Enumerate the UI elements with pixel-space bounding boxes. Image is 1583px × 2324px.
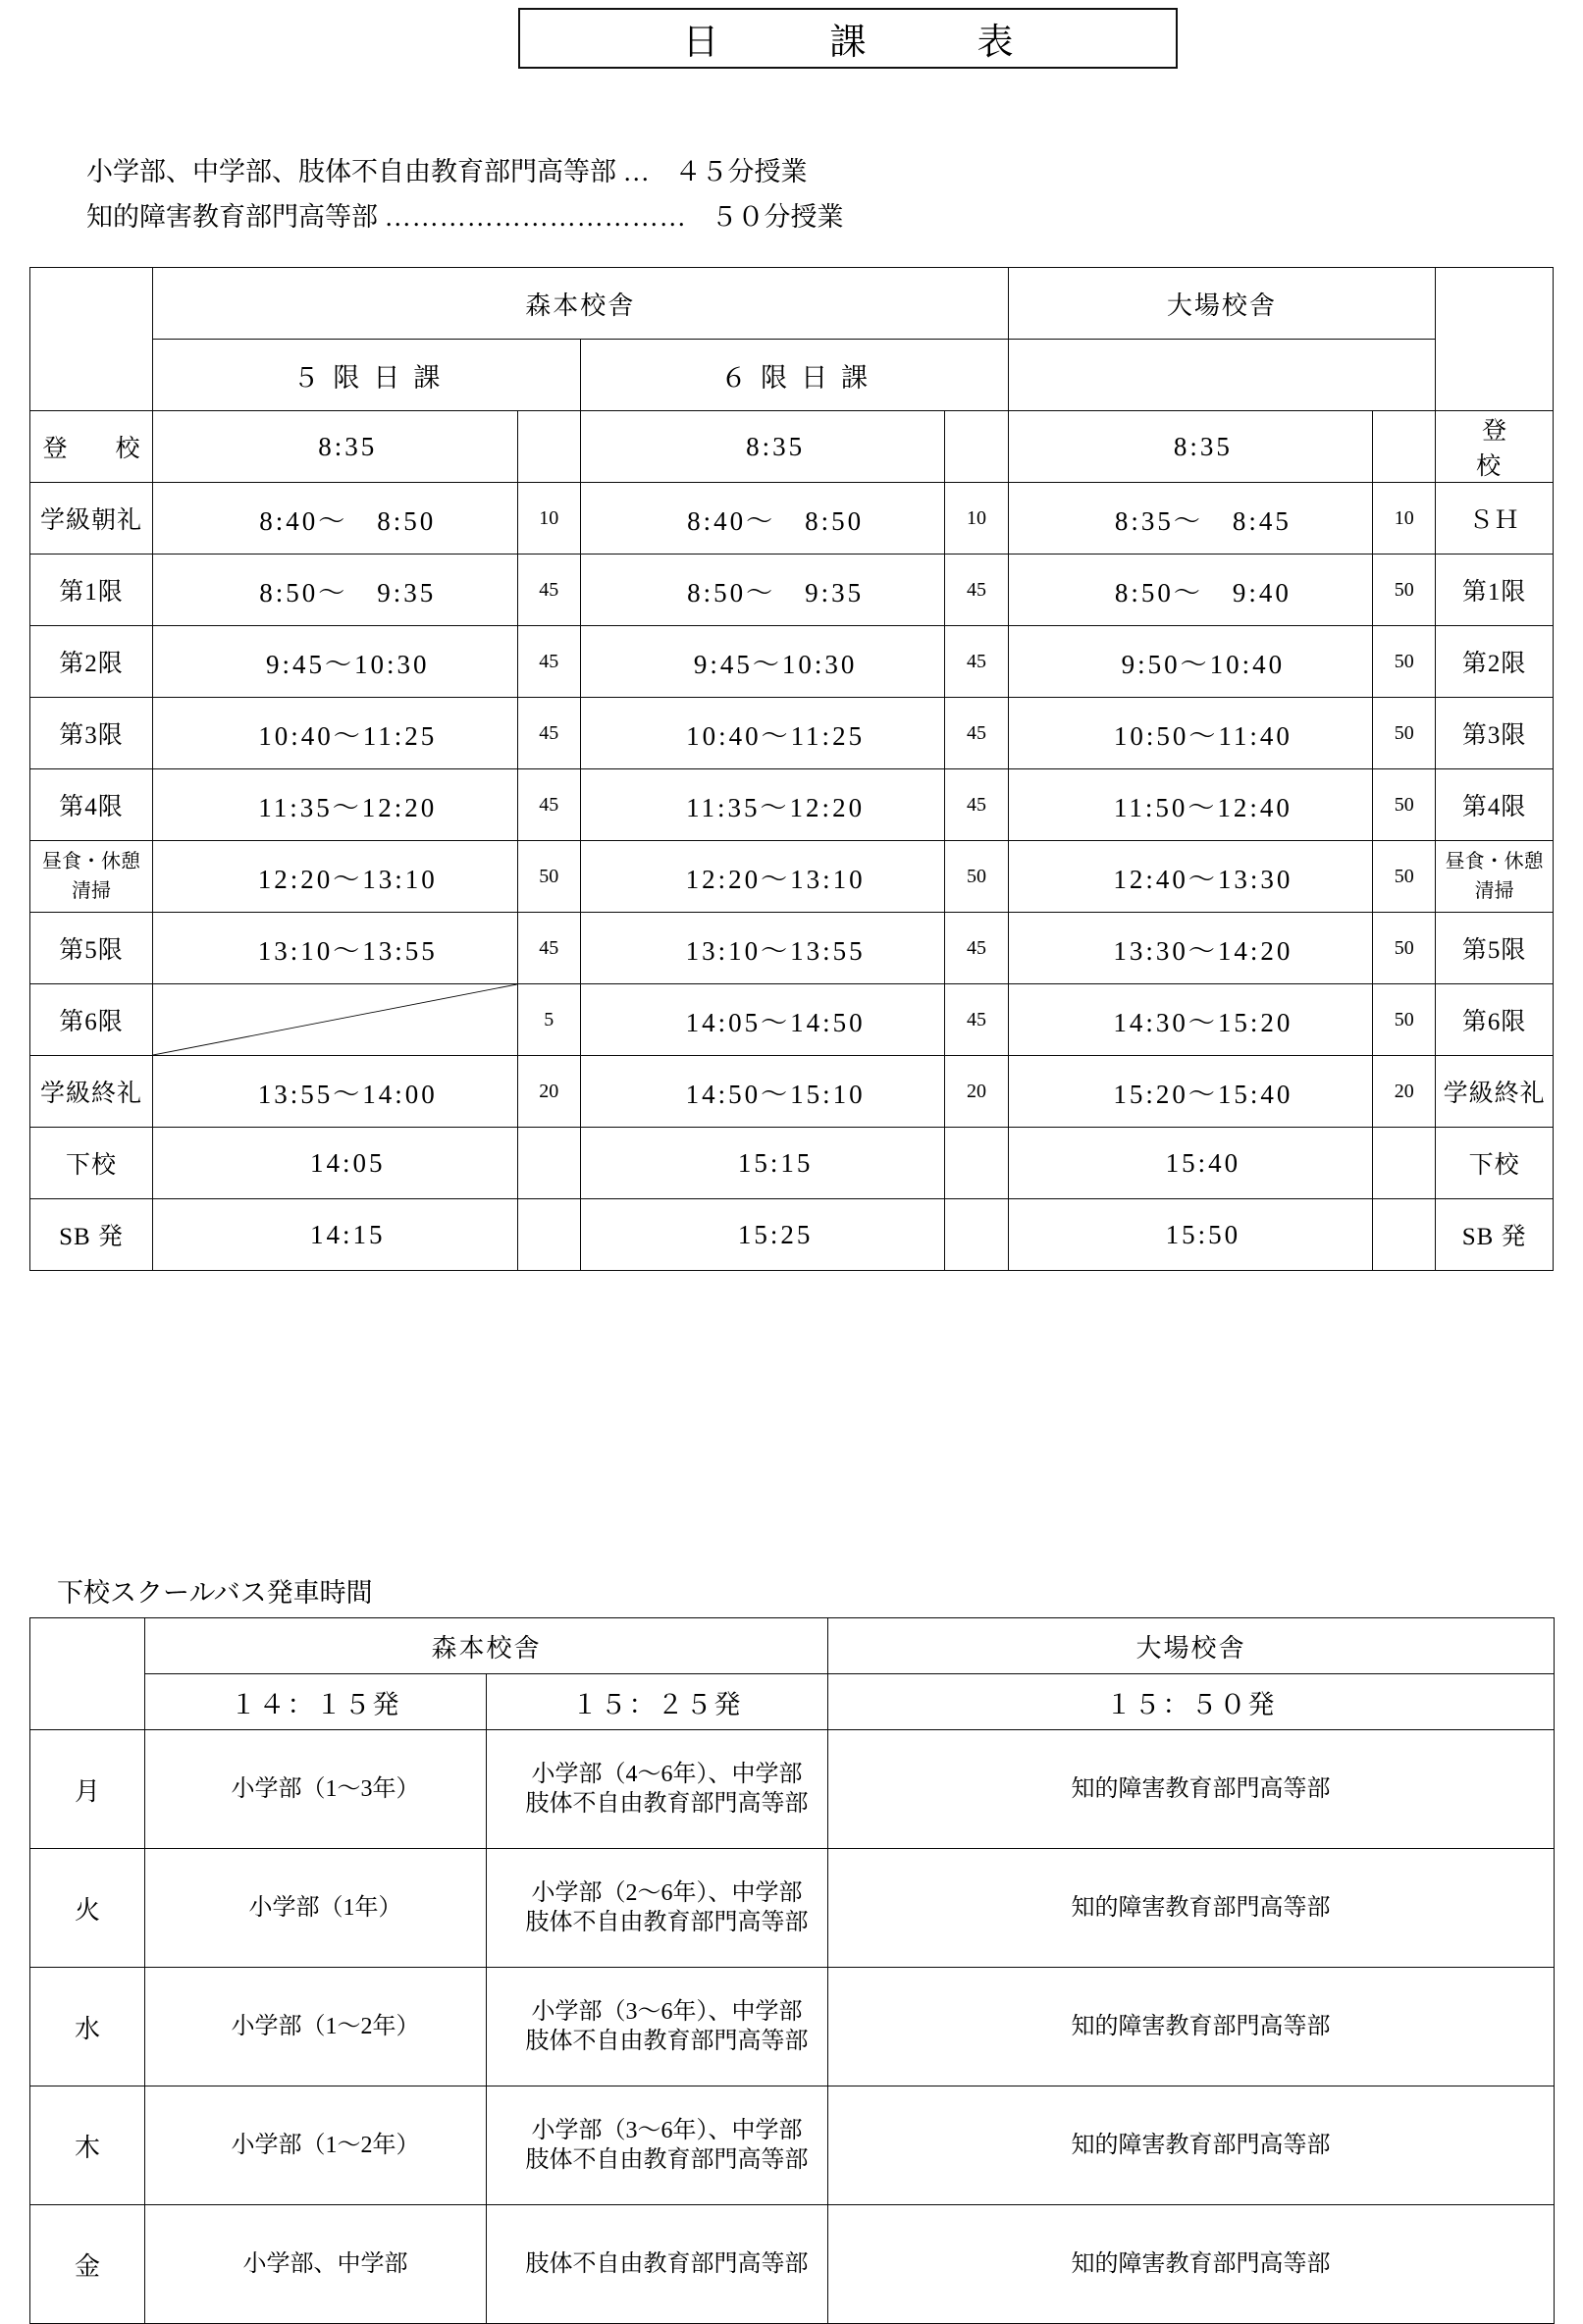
bus-wed-col2-line1: 小学部（3～6年）、中学部	[531, 1999, 803, 2025]
table-row	[30, 1128, 1554, 1199]
bus-mon-col2-line2: 肢体不自由教育部門高等部	[525, 1791, 809, 1817]
bus-tue-col2-line1: 小学部（2～6年）、中学部	[531, 1880, 803, 1906]
cell-oba-dur-lunch: 50	[1373, 841, 1436, 913]
table-row	[30, 555, 1554, 626]
school-bus-departure-table	[29, 1617, 1555, 2324]
table-row	[30, 1968, 1555, 2086]
cell-m5-time-p3: 10:40～11:25	[152, 698, 517, 769]
table-row	[30, 698, 1554, 769]
cell-oba-time-chorei: 8:35～ 8:45	[1008, 483, 1373, 555]
bus-mon-col1: 小学部（1～3年）	[145, 1730, 487, 1849]
bus-day-thu: 木	[30, 2086, 145, 2205]
cell-m6-dur-lunch: 50	[945, 841, 1008, 913]
cell-m5-time-p4: 11:35～12:20	[152, 769, 517, 841]
bus-thu-col2-line1: 小学部（3～6年）、中学部	[531, 2118, 803, 2143]
page-title: 日 課 表	[682, 23, 1051, 63]
bus-tue-col1: 小学部（1年）	[145, 1849, 487, 1968]
table-row	[30, 841, 1554, 913]
row-label-p2: 第2限	[30, 626, 153, 698]
table-header-campus-row	[30, 268, 1554, 340]
table-row	[30, 1849, 1555, 1968]
cell-oba-dur-p4: 50	[1373, 769, 1436, 841]
table-row	[30, 769, 1554, 841]
intro-leader-2: ……………………………	[384, 202, 687, 232]
cell-m5-dur-toko	[517, 411, 580, 483]
cell-oba-time-shurei: 15:20～15:40	[1008, 1056, 1373, 1128]
bus-corner-blank-cell	[30, 1618, 145, 1730]
cell-m5-dur-p5: 45	[517, 913, 580, 984]
cell-m5-time-p5: 13:10～13:55	[152, 913, 517, 984]
cell-oba-dur-geko	[1373, 1128, 1436, 1199]
cell-m6-time-geko: 15:15	[580, 1128, 945, 1199]
cell-m5-time-p2: 9:45～10:30	[152, 626, 517, 698]
cell-m6-dur-p5: 45	[945, 913, 1008, 984]
cell-m5-dur-p3: 45	[517, 698, 580, 769]
cell-oba-time-p1: 8:50～ 9:40	[1008, 555, 1373, 626]
bus-day-mon: 月	[30, 1730, 145, 1849]
row-right-label-p4: 第4限	[1436, 769, 1554, 841]
cell-oba-dur-p3: 50	[1373, 698, 1436, 769]
cell-oba-time-sb: 15:50	[1008, 1199, 1373, 1271]
bus-thu-col1: 小学部（1～2年）	[145, 2086, 487, 2205]
cell-m6-time-p6: 14:05～14:50	[580, 984, 945, 1056]
corner-blank-cell	[30, 268, 153, 411]
bus-mon-col2	[487, 1730, 828, 1849]
bus-departure-time-2: １５：２５発	[487, 1674, 828, 1730]
bus-header-campus-morimoto: 森本校舎	[145, 1618, 828, 1674]
cell-oba-dur-shurei: 20	[1373, 1056, 1436, 1128]
cell-m6-time-lunch: 12:20～13:10	[580, 841, 945, 913]
table-row	[30, 2086, 1555, 2205]
table-row	[30, 2205, 1555, 2324]
bus-table-caption: 下校スクールバス発車時間	[57, 1578, 373, 1608]
row-right-label-lunch-line1: 昼食・休憩	[1445, 851, 1544, 872]
cell-m6-dur-p2: 45	[945, 626, 1008, 698]
row-label-lunch	[30, 841, 153, 913]
row-label-geko: 下校	[30, 1128, 153, 1199]
cell-m6-dur-sb	[945, 1199, 1008, 1271]
bus-fri-col3: 知的障害教育部門高等部	[828, 2205, 1555, 2324]
row-right-label-p3: 第3限	[1436, 698, 1554, 769]
bus-mon-col3: 知的障害教育部門高等部	[828, 1730, 1555, 1849]
cell-m5-dur-chorei: 10	[517, 483, 580, 555]
row-right-label-p2: 第2限	[1436, 626, 1554, 698]
cell-m6-dur-geko	[945, 1128, 1008, 1199]
cell-m6-time-p1: 8:50～ 9:35	[580, 555, 945, 626]
row-right-label-p5: 第5限	[1436, 913, 1554, 984]
cell-m5-time-shurei: 13:55～14:00	[152, 1056, 517, 1128]
intro-line-2	[86, 194, 1264, 239]
cell-m5-dur-p6: 5	[517, 984, 580, 1056]
table-row	[30, 1730, 1555, 1849]
cell-oba-time-lunch: 12:40～13:30	[1008, 841, 1373, 913]
intro-subjects-1: 小学部、中学部、肢体不自由教育部門高等部	[86, 157, 616, 186]
table-row	[30, 1056, 1554, 1128]
row-right-label-sb: SB 発	[1436, 1199, 1554, 1271]
cell-oba-time-p6: 14:30～15:20	[1008, 984, 1373, 1056]
cell-oba-time-p4: 11:50～12:40	[1008, 769, 1373, 841]
cell-oba-time-p2: 9:50～10:40	[1008, 626, 1373, 698]
cell-oba-time-geko: 15:40	[1008, 1128, 1373, 1199]
cell-oba-time-toko: 8:35	[1008, 411, 1373, 483]
cell-m6-time-shurei: 14:50～15:10	[580, 1056, 945, 1128]
bus-thu-col2-line2: 肢体不自由教育部門高等部	[525, 2147, 809, 2173]
intro-subjects-2: 知的障害教育部門高等部	[86, 202, 378, 232]
cell-oba-dur-toko	[1373, 411, 1436, 483]
cell-m6-dur-p4: 45	[945, 769, 1008, 841]
intro-minutes-2: ５０分授業	[711, 202, 844, 232]
cell-m5-time-p1: 8:50～ 9:35	[152, 555, 517, 626]
bus-tue-col3: 知的障害教育部門高等部	[828, 1849, 1555, 1968]
cell-oba-dur-sb	[1373, 1199, 1436, 1271]
row-label-toko: 登 校	[30, 411, 153, 483]
cell-oba-dur-p6: 50	[1373, 984, 1436, 1056]
bus-wed-col3: 知的障害教育部門高等部	[828, 1968, 1555, 2086]
cell-m5-time-lunch: 12:20～13:10	[152, 841, 517, 913]
cell-m5-dur-sb	[517, 1199, 580, 1271]
row-label-chorei: 学級朝礼	[30, 483, 153, 555]
cell-m5-dur-lunch: 50	[517, 841, 580, 913]
row-right-label-lunch	[1436, 841, 1554, 913]
cell-m6-time-p4: 11:35～12:20	[580, 769, 945, 841]
row-right-label-p6: 第6限	[1436, 984, 1554, 1056]
cell-m5-time-toko: 8:35	[152, 411, 517, 483]
cell-oba-time-p5: 13:30～14:20	[1008, 913, 1373, 984]
cell-oba-dur-p1: 50	[1373, 555, 1436, 626]
header-sub-5gen: ５限日課	[152, 340, 580, 411]
cell-m5-dur-p4: 45	[517, 769, 580, 841]
bus-day-tue: 火	[30, 1849, 145, 1968]
cell-m6-dur-chorei: 10	[945, 483, 1008, 555]
table-header-period-row	[30, 340, 1554, 411]
bus-day-fri: 金	[30, 2205, 145, 2324]
header-campus-oba: 大場校舎	[1008, 268, 1436, 340]
cell-oba-dur-chorei: 10	[1373, 483, 1436, 555]
cell-m6-dur-toko	[945, 411, 1008, 483]
bus-header-departure-row	[30, 1674, 1555, 1730]
row-label-lunch-line2: 清掃	[71, 880, 111, 902]
cell-m6-time-toko: 8:35	[580, 411, 945, 483]
row-right-label-geko: 下校	[1436, 1128, 1554, 1199]
row-label-p1: 第1限	[30, 555, 153, 626]
cell-oba-dur-p2: 50	[1373, 626, 1436, 698]
bus-thu-col3: 知的障害教育部門高等部	[828, 2086, 1555, 2205]
cell-m6-time-p2: 9:45～10:30	[580, 626, 945, 698]
cell-oba-dur-p5: 50	[1373, 913, 1436, 984]
cell-m6-dur-p6: 45	[945, 984, 1008, 1056]
intro-leader-1: …	[622, 157, 651, 186]
bus-tue-col2-line2: 肢体不自由教育部門高等部	[525, 1910, 809, 1935]
row-label-p4: 第4限	[30, 769, 153, 841]
bus-mon-col2-line1: 小学部（4～6年）、中学部	[531, 1762, 803, 1787]
header-sub-6gen: ６限日課	[580, 340, 1008, 411]
row-label-lunch-line1: 昼食・休憩	[41, 851, 140, 872]
right-corner-blank-cell	[1436, 268, 1554, 411]
document-title-box	[518, 8, 1178, 69]
cell-oba-time-p3: 10:50～11:40	[1008, 698, 1373, 769]
header-campus-morimoto: 森本校舎	[152, 268, 1008, 340]
cell-m5-dur-p1: 45	[517, 555, 580, 626]
cell-m6-dur-p1: 45	[945, 555, 1008, 626]
bus-thu-col2	[487, 2086, 828, 2205]
cell-m5-time-chorei: 8:40～ 8:50	[152, 483, 517, 555]
row-label-p6: 第6限	[30, 984, 153, 1056]
cell-m6-dur-shurei: 20	[945, 1056, 1008, 1128]
row-label-p3: 第3限	[30, 698, 153, 769]
bus-departure-time-1: １４：１５発	[145, 1674, 487, 1730]
bus-header-campus-oba: 大場校舎	[828, 1618, 1555, 1674]
bus-wed-col2-line2: 肢体不自由教育部門高等部	[525, 2029, 809, 2054]
cell-m5-time-sb: 14:15	[152, 1199, 517, 1271]
cell-m6-dur-p3: 45	[945, 698, 1008, 769]
cell-m5-dur-geko	[517, 1128, 580, 1199]
bus-day-wed: 水	[30, 1968, 145, 2086]
row-label-shurei: 学級終礼	[30, 1056, 153, 1128]
table-row	[30, 626, 1554, 698]
table-row	[30, 411, 1554, 483]
cell-m6-time-sb: 15:25	[580, 1199, 945, 1271]
cell-m6-time-p3: 10:40～11:25	[580, 698, 945, 769]
cell-m5-dur-shurei: 20	[517, 1056, 580, 1128]
row-label-p5: 第5限	[30, 913, 153, 984]
table-row	[30, 483, 1554, 555]
intro-line-1	[86, 149, 1264, 194]
bus-tue-col2	[487, 1849, 828, 1968]
cell-m5-time-geko: 14:05	[152, 1128, 517, 1199]
daily-schedule-table	[29, 267, 1554, 1271]
cell-m6-time-p5: 13:10～13:55	[580, 913, 945, 984]
diagonal-strike-icon	[153, 984, 517, 1055]
row-right-label-lunch-line2: 清掃	[1474, 880, 1514, 902]
row-label-sb: SB 発	[30, 1199, 153, 1271]
cell-m5-time-p6-not-applicable	[152, 984, 517, 1056]
bus-fri-col2: 肢体不自由教育部門高等部	[487, 2205, 828, 2324]
table-row	[30, 1199, 1554, 1271]
bus-wed-col1: 小学部（1～2年）	[145, 1968, 487, 2086]
row-right-label-toko: 登 校	[1436, 411, 1554, 483]
intro-minutes-1: ４５分授業	[674, 157, 808, 186]
cell-m5-dur-p2: 45	[517, 626, 580, 698]
row-right-label-p1: 第1限	[1436, 555, 1554, 626]
cell-m6-time-chorei: 8:40～ 8:50	[580, 483, 945, 555]
table-row	[30, 984, 1554, 1056]
row-right-label-chorei: ＳＨ	[1436, 483, 1554, 555]
bus-wed-col2	[487, 1968, 828, 2086]
bus-header-campus-row	[30, 1618, 1555, 1674]
bus-fri-col1: 小学部、中学部	[145, 2205, 487, 2324]
intro-note-block	[86, 149, 1264, 239]
table-row	[30, 913, 1554, 984]
header-sub-oba-blank	[1008, 340, 1436, 411]
bus-departure-time-3: １５：５０発	[828, 1674, 1555, 1730]
row-right-label-shurei: 学級終礼	[1436, 1056, 1554, 1128]
